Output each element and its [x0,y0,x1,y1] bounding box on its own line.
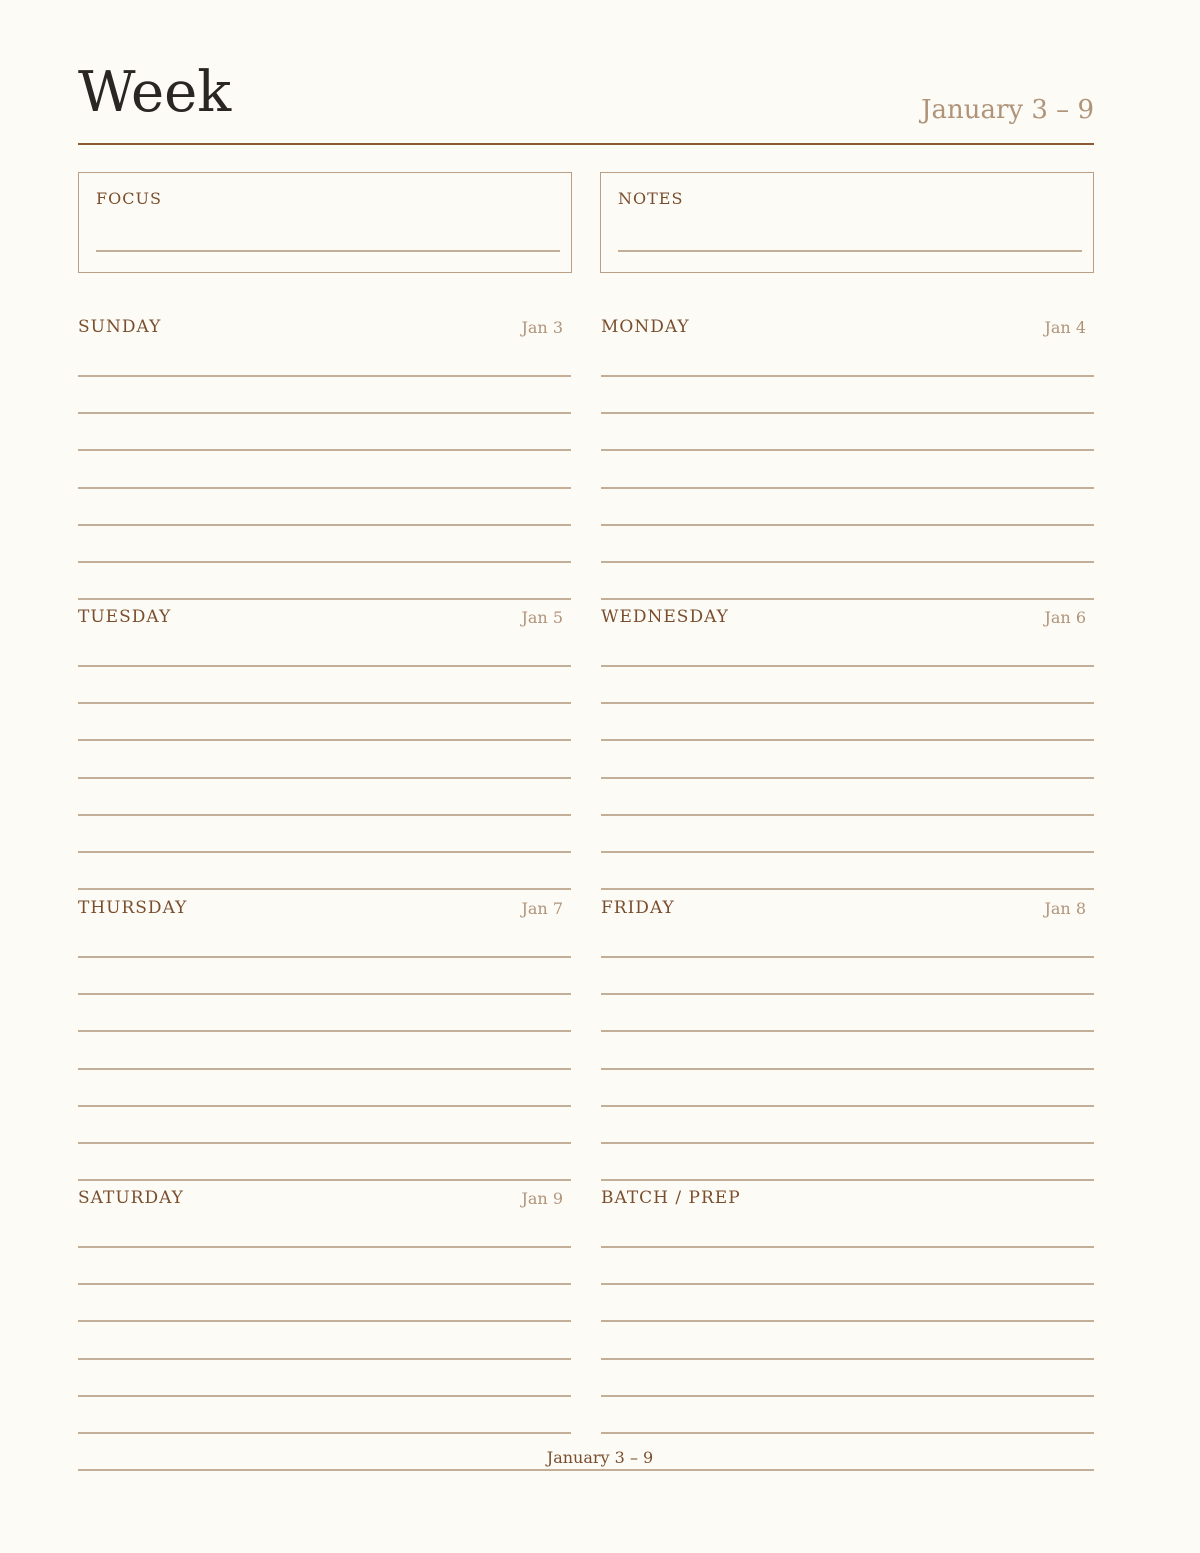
writing-line[interactable] [78,561,571,563]
day-date: Jan 6 [1044,608,1086,627]
writing-line[interactable] [601,375,1094,377]
focus-line [96,250,560,252]
writing-line[interactable] [601,561,1094,563]
notes-label: NOTES [618,189,684,208]
day-block-saturday [78,1168,571,1458]
writing-line[interactable] [601,487,1094,489]
writing-line[interactable] [601,1068,1094,1070]
focus-label: FOCUS [96,189,162,208]
writing-line[interactable] [601,956,1094,958]
notes-line [618,250,1082,252]
day-date: Jan 5 [521,608,563,627]
writing-line[interactable] [78,1105,571,1107]
week-range: January 3 – 9 [921,95,1094,125]
day-name: SATURDAY [78,1188,184,1208]
writing-line[interactable] [601,1142,1094,1144]
day-name: FRIDAY [601,898,675,918]
day-block-tuesday [78,587,571,877]
day-block-wednesday [601,587,1094,877]
writing-line[interactable] [601,1320,1094,1322]
writing-line[interactable] [78,702,571,704]
writing-line[interactable] [601,993,1094,995]
writing-line[interactable] [78,1142,571,1144]
writing-line[interactable] [78,1320,571,1322]
writing-line[interactable] [78,449,571,451]
day-name: WEDNESDAY [601,607,729,627]
writing-line[interactable] [78,1395,571,1397]
writing-line[interactable] [78,524,571,526]
day-block-sunday [78,297,571,587]
writing-line[interactable] [601,739,1094,741]
batch-prep-label: BATCH / PREP [601,1188,741,1208]
writing-line[interactable] [78,851,571,853]
writing-line[interactable] [601,851,1094,853]
writing-line[interactable] [601,1432,1094,1434]
writing-line[interactable] [78,1432,571,1434]
footer-text: January 3 – 9 [546,1448,654,1467]
day-name: TUESDAY [78,607,172,627]
writing-line[interactable] [601,665,1094,667]
notes-box[interactable] [600,172,1094,273]
writing-line[interactable] [601,814,1094,816]
writing-line[interactable] [78,1030,571,1032]
writing-line[interactable] [78,1068,571,1070]
page-header [78,55,1094,145]
day-date: Jan 8 [1044,899,1086,918]
writing-line[interactable] [78,1283,571,1285]
writing-line[interactable] [78,1358,571,1360]
batch-prep-block [601,1168,1094,1458]
writing-line[interactable] [78,487,571,489]
writing-line[interactable] [601,449,1094,451]
writing-line[interactable] [601,1105,1094,1107]
writing-line[interactable] [78,993,571,995]
day-date: Jan 7 [521,899,563,918]
writing-line[interactable] [78,1246,571,1248]
day-date: Jan 3 [521,318,563,337]
writing-line[interactable] [78,412,571,414]
writing-line[interactable] [78,956,571,958]
writing-line[interactable] [601,1030,1094,1032]
writing-line[interactable] [601,702,1094,704]
writing-line[interactable] [601,1246,1094,1248]
day-block-thursday [78,878,571,1168]
writing-line[interactable] [601,524,1094,526]
day-block-friday [601,878,1094,1168]
writing-line[interactable] [78,375,571,377]
writing-line[interactable] [601,412,1094,414]
day-date: Jan 9 [521,1189,563,1208]
day-name: MONDAY [601,317,690,337]
day-name: THURSDAY [78,898,188,918]
writing-line[interactable] [601,1283,1094,1285]
day-block-monday [601,297,1094,587]
footer-rule [78,1469,1094,1471]
writing-line[interactable] [601,1358,1094,1360]
writing-line[interactable] [78,777,571,779]
day-name: SUNDAY [78,317,162,337]
page-title: Week [78,60,232,125]
writing-line[interactable] [78,814,571,816]
writing-line[interactable] [78,739,571,741]
writing-line[interactable] [601,777,1094,779]
writing-line[interactable] [601,1395,1094,1397]
focus-box[interactable] [78,172,572,273]
writing-line[interactable] [78,665,571,667]
day-date: Jan 4 [1044,318,1086,337]
